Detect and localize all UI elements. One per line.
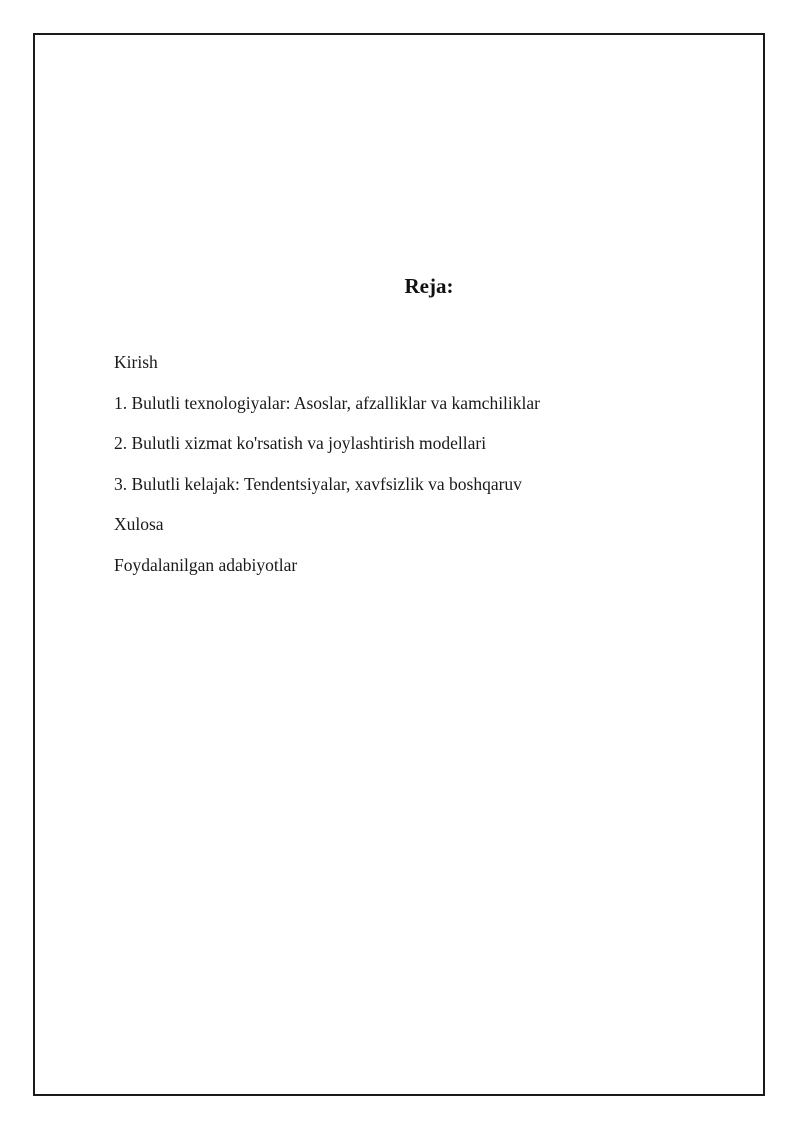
toc-item-references: Foydalanilgan adabiyotlar bbox=[114, 554, 298, 575]
toc-item-chapter-2: 2. Bulutli xizmat ko'rsatish va joylashtirish modellari bbox=[114, 433, 487, 453]
toc-item-chapter-3: 3. Bulutli kelajak: Tendentsiyalar, xavfsizlik va boshqaruv bbox=[114, 473, 522, 494]
page-title: Reja: bbox=[404, 274, 454, 298]
table-of-contents bbox=[114, 349, 540, 592]
toc-item-chapter-1: 1. Bulutli texnologiyalar: Asoslar, afzalliklar va kamchiliklar bbox=[114, 392, 540, 413]
toc-item-introduction: Kirish bbox=[114, 352, 158, 372]
toc-item-conclusion: Xulosa bbox=[114, 514, 164, 534]
